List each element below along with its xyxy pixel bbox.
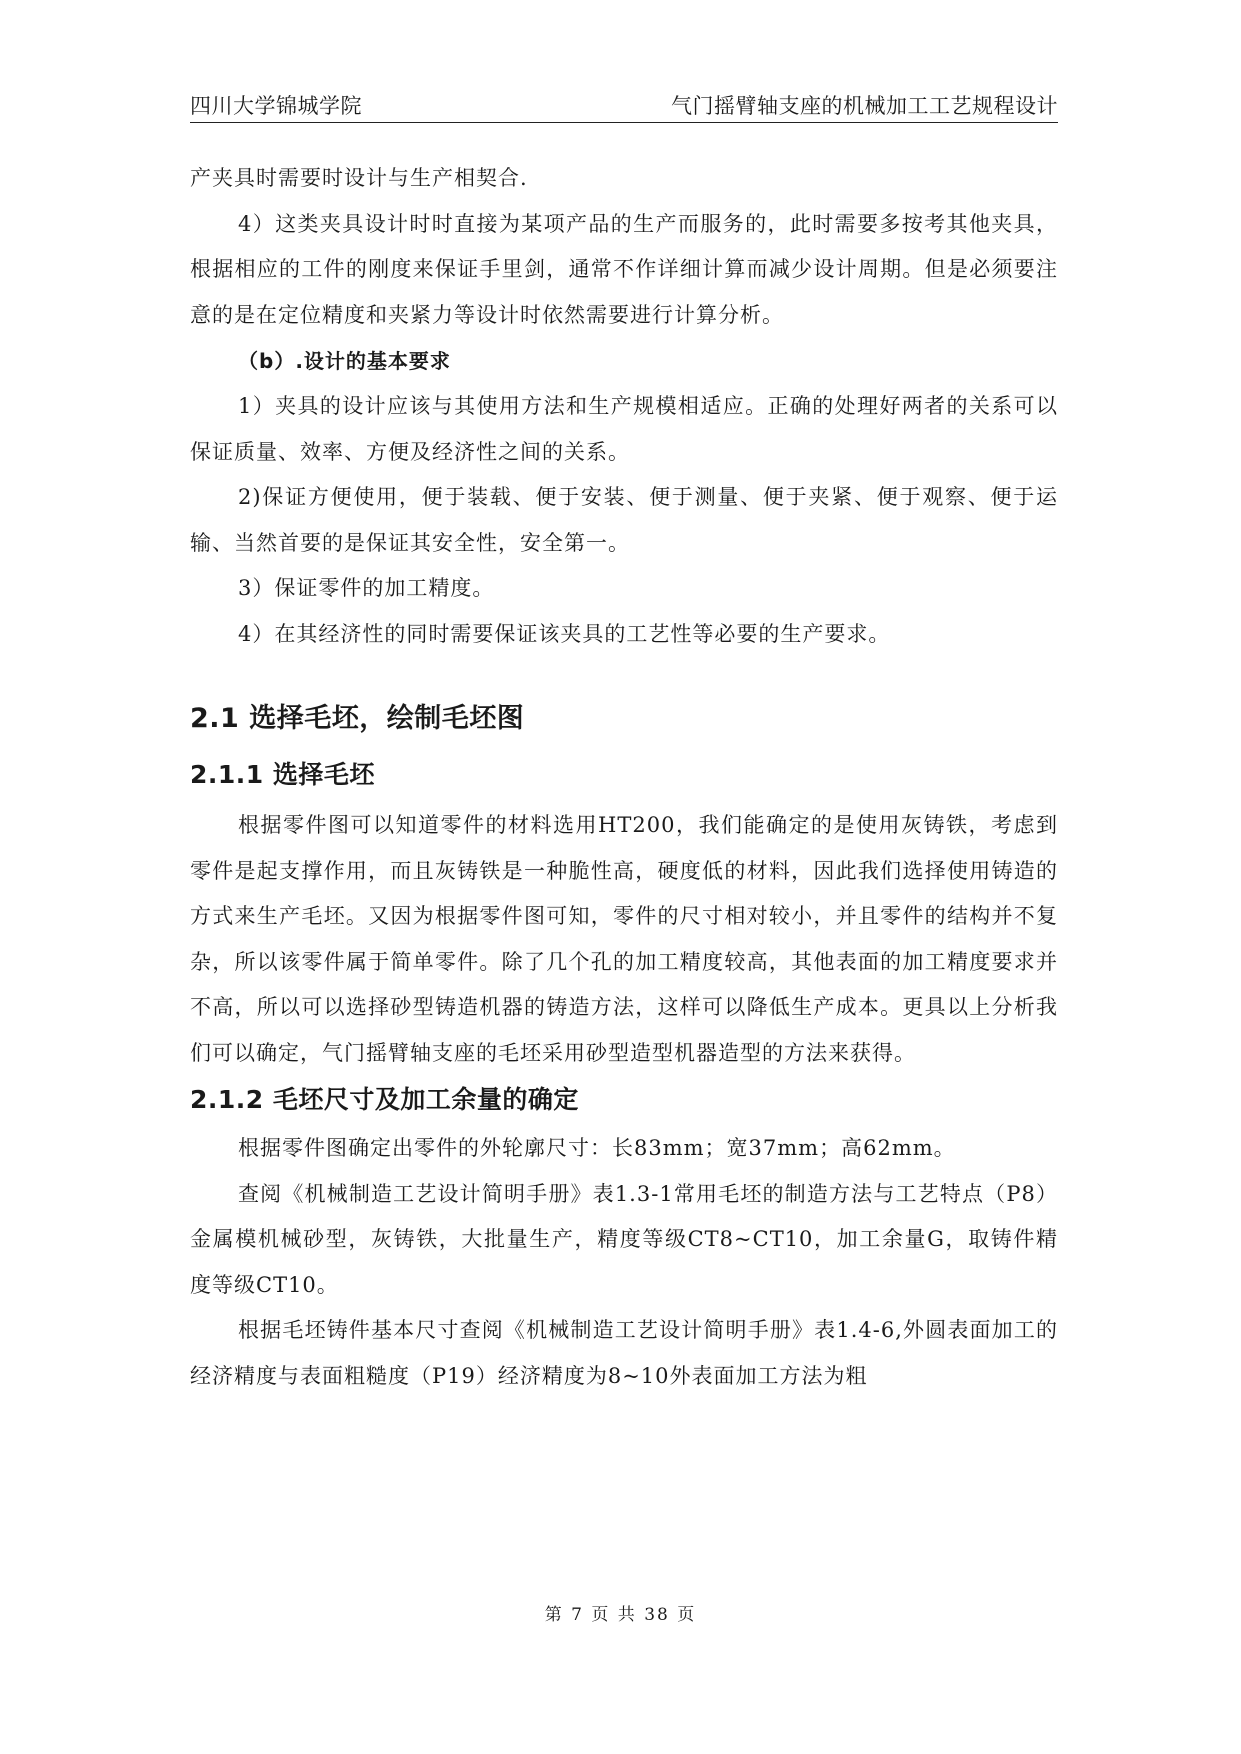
section-heading-2-1-1: 2.1.1 选择毛坯	[190, 760, 375, 789]
section-heading-2-1-2: 2.1.2 毛坯尺寸及加工余量的确定	[190, 1085, 579, 1114]
paragraph-select-blank: 根据零件图可以知道零件的材料选用HT200，我们能确定的是使用灰铸铁，考虑到零件是起支撑作用，而且灰铸铁是一种脆性高，硬度低的材料，因此我们选择使用铸造的方式来生产毛坯。又因为根据零件图可知，零件的尺寸相对较小，并且零件的结构并不复杂，所以该零件属于简单零件。除了几个孔的加工精度较高，其他表面的加工精度要求并不高，所以可以选择砂型铸造机器的铸造方法，这样可以降低生产成本。更具以上分析我们可以确定，气门摇臂轴支座的毛坯采用砂型造型机器造型的方法来获得。	[190, 813, 1058, 1065]
requirement-3: 3）保证零件的加工精度。	[238, 576, 495, 600]
header-institution: 四川大学锦城学院	[190, 94, 362, 118]
requirement-2: 2)保证方便使用，便于装载、便于安装、便于测量、便于夹紧、便于观察、便于运输、当然首要的是保证其安全性，安全第一。	[190, 485, 1058, 555]
paragraph-item-4: 4）这类夹具设计时时直接为某项产品的生产而服务的，此时需要多按考其他夹具，根据相应的工件的刚度来保证手里剑，通常不作详细计算而减少设计周期。但是必须要注意的是在定位精度和夹紧力等设计时依然需要进行计算分析。	[190, 211, 1058, 327]
paragraph-handbook-lookup-1: 查阅《机械制造工艺设计简明手册》表1.3-1常用毛坯的制造方法与工艺特点（P8）金属模机械砂型，灰铸铁，大批量生产，精度等级CT8~CT10，加工余量G，取铸件精度等级CT10。	[190, 1181, 1058, 1297]
page-header	[190, 86, 1058, 120]
header-divider	[190, 122, 1058, 123]
requirement-4: 4）在其经济性的同时需要保证该夹具的工艺性等必要的生产要求。	[238, 621, 891, 646]
page-body	[190, 156, 1058, 1399]
paragraph-dimensions: 根据零件图确定出零件的外轮廓尺寸：长83mm；宽37mm；高62mm。	[238, 1136, 956, 1160]
paragraph-handbook-lookup-2: 根据毛坯铸件基本尺寸查阅《机械制造工艺设计简明手册》表1.4-6,外圆表面加工的经济精度与表面粗糙度（P19）经济精度为8~10外表面加工方法为粗	[190, 1318, 1058, 1388]
subheading-basic-requirements: （b）.设计的基本要求	[238, 349, 451, 373]
paragraph-continuation: 产夹具时需要时设计与生产相契合.	[190, 166, 528, 190]
section-heading-2-1: 2.1 选择毛坯，绘制毛坯图	[190, 703, 525, 734]
header-document-title: 气门摇臂轴支座的机械加工工艺规程设计	[671, 94, 1058, 118]
requirement-1: 1）夹具的设计应该与其使用方法和生产规模相适应。正确的处理好两者的关系可以保证质量、效率、方便及经济性之间的关系。	[190, 394, 1058, 464]
page-number-footer: 第 7 页 共 38 页	[544, 1605, 697, 1625]
